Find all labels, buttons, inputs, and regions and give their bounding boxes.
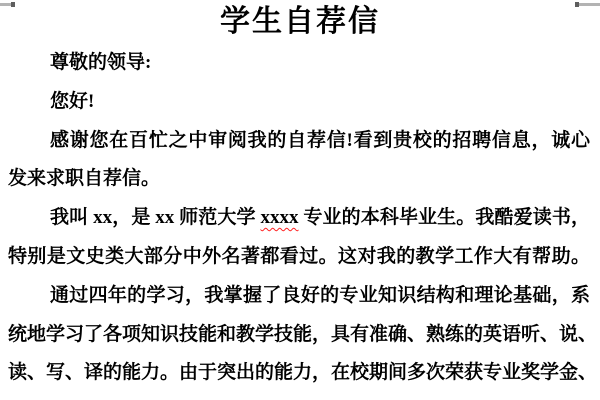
ruler-handle-left: [11, 2, 15, 7]
letter-line: 特别是文史类大部分中外名著都看过。这对我的教学工作大有帮助。: [8, 245, 590, 267]
spellcheck-underlined-text: xxxx: [260, 207, 299, 229]
letter-line: 统地学习了各项知识技能和教学技能，具有准确、熟练的英语听、说、: [8, 323, 598, 345]
document-page[interactable]: [0, 2, 600, 400]
greeting-line: 您好!: [50, 90, 95, 112]
salutation-line: 尊敬的领导:: [50, 52, 152, 73]
letter-text-segment: 专业的本科毕业生。我酷爱读书，: [298, 207, 590, 229]
page-title: 学生自荐信: [220, 5, 380, 38]
letter-body: [8, 44, 598, 393]
letter-line: 感谢您在百忙之中审阅我的自荐信!看到贵校的招聘信息，诚心: [50, 129, 590, 151]
letter-text-segment: 我叫 xx，是 xx 师范大学: [50, 207, 261, 229]
letter-line: 发来求职自荐信。: [8, 168, 161, 190]
letter-line: [8, 199, 590, 238]
letter-line: 读、写、译的能力。由于突出的能力，在校期间多次荣获专业奖学金、: [8, 362, 598, 384]
ruler-handle-right: [575, 2, 579, 7]
letter-line: 通过四年的学习，我掌握了良好的专业知识结构和理论基础，系: [50, 284, 590, 306]
